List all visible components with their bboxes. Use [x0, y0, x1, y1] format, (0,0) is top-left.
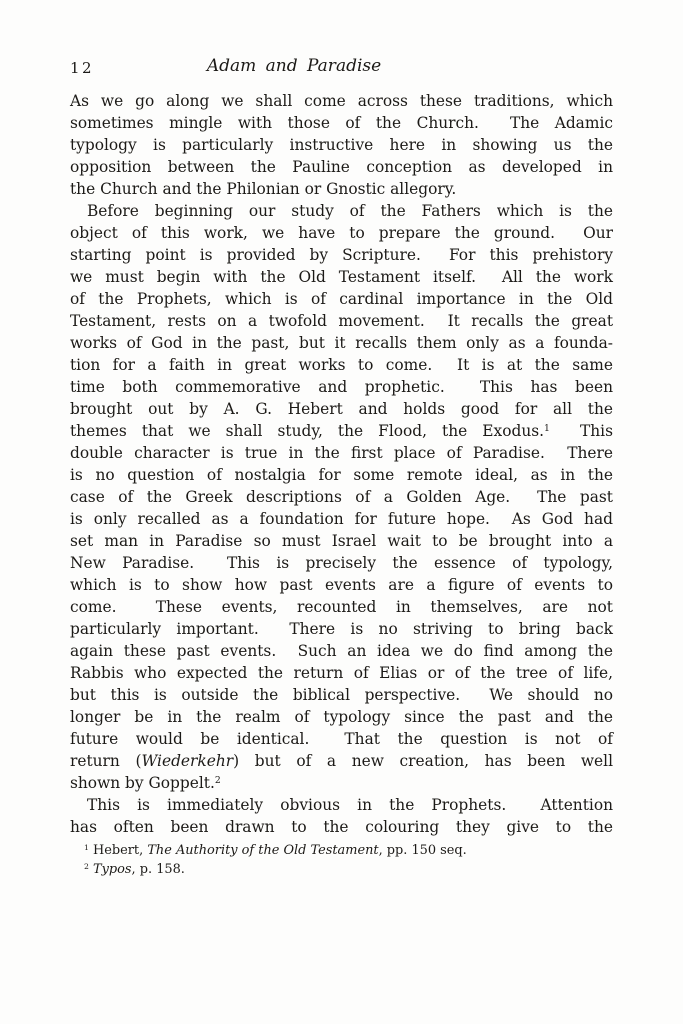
text-line	[70, 640, 613, 662]
text-line	[70, 750, 613, 772]
text-segment: ) but of a new creation, has been well	[233, 752, 613, 770]
text-line	[70, 684, 613, 706]
text-line	[70, 442, 613, 464]
text-segment: As we go along we shall come across these traditions, which	[70, 92, 613, 110]
text-segment: This is immediately obvious in the Prophets. Attention	[87, 796, 613, 814]
text-segment: we must begin with the Old Testament itself. All the work	[70, 268, 613, 286]
text-segment: Wiederkehr	[141, 752, 234, 770]
text-segment: case of the Greek descriptions of a Golden Age. The past	[70, 488, 613, 506]
text-line	[70, 222, 613, 244]
text-line	[70, 112, 613, 134]
text-segment: is only recalled as a foundation for future hope. As God had	[70, 510, 613, 528]
text-segment: sometimes mingle with those of the Church. The Adamic	[70, 114, 613, 132]
text-segment: The Authority of the Old Testament	[147, 843, 379, 858]
footnote-marker: 1	[84, 843, 89, 853]
text-line	[70, 464, 613, 486]
text-segment: This	[549, 422, 613, 440]
text-segment: typology is particularly instructive here in showing us the	[70, 136, 613, 154]
footnote-marker: 2	[214, 775, 221, 787]
text-line	[70, 816, 613, 838]
footnote	[70, 841, 613, 860]
text-line	[70, 332, 613, 354]
text-segment: return (	[70, 752, 142, 770]
text-line	[70, 420, 613, 442]
text-segment: themes that we shall study, the Flood, the Exodus.	[70, 422, 545, 440]
footnote-marker: 1	[544, 423, 550, 435]
paragraph	[70, 200, 613, 794]
text-segment: object of this work, we have to prepare the ground. Our	[70, 224, 613, 242]
text-segment: of the Prophets, which is of cardinal importance in the Old	[70, 290, 613, 308]
text-segment: starting point is provided by Scripture. For this prehistory	[70, 246, 613, 264]
paragraph	[70, 794, 613, 838]
text-line	[70, 508, 613, 530]
text-line	[70, 728, 613, 750]
text-segment: the Church and the Philonian or Gnostic allegory.	[70, 180, 457, 198]
text-line	[70, 156, 613, 178]
text-line	[70, 486, 613, 508]
text-segment: future would be identical. That the question is not of	[70, 730, 613, 748]
text-line	[70, 266, 613, 288]
footnote	[70, 860, 613, 879]
text-line	[70, 596, 613, 618]
text-line	[70, 134, 613, 156]
text-line	[70, 772, 613, 794]
text-line	[70, 662, 613, 684]
text-segment: Hebert,	[88, 843, 148, 858]
running-title: Adam and Paradise	[206, 56, 382, 76]
text-line	[70, 200, 613, 222]
text-segment: is no question of nostalgia for some remote ideal, as in the	[70, 466, 613, 484]
text-line	[70, 310, 613, 332]
text-segment: longer be in the realm of typology since the past and the	[70, 708, 613, 726]
text-line	[70, 288, 613, 310]
footnotes	[70, 841, 613, 879]
text-segment: but this is outside the biblical perspective. We should no	[70, 686, 613, 704]
text-line	[70, 178, 613, 200]
text-segment: particularly important. There is no striving to bring back	[70, 620, 613, 638]
text-segment: time both commemorative and prophetic. This has been	[70, 378, 613, 396]
text-segment: Testament, rests on a twofold movement. It recalls the great	[70, 312, 613, 330]
footnote-marker: 2	[84, 862, 89, 872]
text-segment: shown by Goppelt.	[70, 774, 215, 792]
text-segment: again these past events. Such an idea we do find among the	[70, 642, 613, 660]
text-segment: opposition between the Pauline conception as developed in	[70, 158, 613, 176]
text-line	[70, 706, 613, 728]
text-line	[70, 244, 613, 266]
text-line	[70, 574, 613, 596]
page-number: 12	[70, 59, 95, 77]
paragraph	[70, 90, 613, 200]
text-block	[70, 90, 613, 838]
text-segment: which is to show how past events are a figure of events to	[70, 576, 613, 594]
text-segment: has often been drawn to the colouring they give to the	[70, 818, 613, 836]
text-segment: Rabbis who expected the return of Elias or of the tree of life,	[70, 664, 613, 682]
text-line	[70, 354, 613, 376]
text-line	[70, 90, 613, 112]
text-segment: double character is true in the first place of Paradise. There	[70, 444, 613, 462]
text-segment: set man in Paradise so must Israel wait to be brought into a	[70, 532, 613, 550]
text-segment: come. These events, recounted in themselves, are not	[70, 598, 613, 616]
text-line	[70, 376, 613, 398]
text-segment: , pp. 150 seq.	[378, 843, 467, 858]
text-segment: brought out by A. G. Hebert and holds good for all the	[70, 400, 613, 418]
text-line	[70, 530, 613, 552]
text-line	[70, 552, 613, 574]
text-segment: Before beginning our study of the Fathers which is the	[87, 202, 613, 220]
text-line	[70, 794, 613, 816]
text-segment: tion for a faith in great works to come. It is at the same	[70, 356, 613, 374]
text-segment: Typos	[93, 862, 132, 877]
text-line	[70, 398, 613, 420]
page-header	[70, 56, 613, 80]
text-segment: works of God in the past, but it recalls them only as a founda-	[70, 334, 613, 352]
text-segment: New Paradise. This is precisely the essence of typology,	[70, 554, 613, 572]
text-line	[70, 618, 613, 640]
text-segment: , p. 158.	[131, 862, 185, 877]
